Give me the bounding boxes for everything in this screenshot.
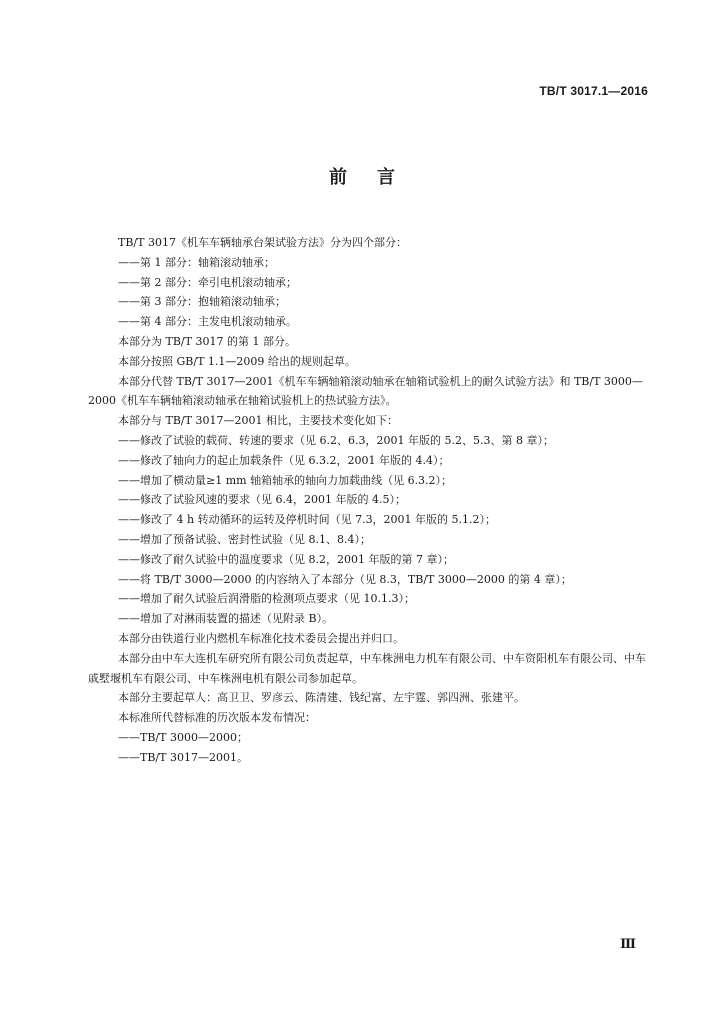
paragraph-changes-intro: 本部分与 TB/T 3017—2001 相比，主要技术变化如下： bbox=[118, 414, 398, 428]
page-title: 前言 bbox=[329, 167, 425, 188]
list-item-change: ——修改了轴向力的起止加载条件（见 6.3.2，2001 年版的 4.4）； bbox=[118, 453, 450, 467]
list-item-history: ——TB/T 3000—2000； bbox=[118, 730, 248, 744]
list-item-part-4: ——第 4 部分：主发电机滚动轴承。 bbox=[118, 315, 297, 329]
list-item-change: ——修改了耐久试验中的温度要求（见 8.2，2001 年版的第 7 章）； bbox=[118, 552, 454, 566]
paragraph-replaces: 本部分代替 TB/T 3017—2001《机车车辆轴箱滚动轴承在轴箱试验机上的耐久试验方法》和 TB/T 3000—2000《机车车辆轴箱滚动轴承在轴箱试验机上的热试验方法》。 bbox=[88, 374, 643, 408]
list-item-change: ——增加了对淋雨装置的描述（见附录 B）。 bbox=[118, 612, 334, 626]
foreword-body bbox=[88, 233, 650, 768]
list-item-change: ——修改了试验的载荷、转速的要求（见 6.2、6.3，2001 年版的 5.2、5.3、第 8 章）； bbox=[118, 433, 554, 447]
paragraph-drafters: 本部分主要起草人：高卫卫、罗彦云、陈清建、钱纪富、左宇霆、郭四洲、张建平。 bbox=[118, 691, 525, 705]
paragraph-proposer: 本部分由铁道行业内燃机车标准化技术委员会提出并归口。 bbox=[118, 631, 404, 645]
list-item-part-2: ——第 2 部分：牵引电机滚动轴承； bbox=[118, 275, 297, 289]
paragraph-intro: TB/T 3017《机车车辆轴承台架试验方法》分为四个部分： bbox=[118, 236, 407, 249]
paragraph-history-intro: 本标准所代替标准的历次版本发布情况： bbox=[118, 711, 316, 725]
document-code: TB/T 3017.1—2016 bbox=[539, 84, 648, 98]
list-item-change: ——增加了横动量≥1 mm 轴箱轴承的轴向力加载曲线（见 6.3.2）； bbox=[118, 473, 453, 487]
list-item-change: ——修改了 4 h 转动循环的运转及停机时间（见 7.3，2001 年版的 5.1.2）； bbox=[118, 513, 497, 527]
paragraph-drafting-rules: 本部分按照 GB/T 1.1—2009 给出的规则起草。 bbox=[118, 354, 356, 368]
list-item-change: ——增加了耐久试验后润滑脂的检测项点要求（见 10.1.3）； bbox=[118, 592, 415, 606]
list-item-history: ——TB/T 3017—2001。 bbox=[118, 750, 248, 764]
list-item-change: ——修改了试验风速的要求（见 6.4，2001 年版的 4.5）； bbox=[118, 493, 406, 507]
paragraph-drafting-orgs: 本部分由中车大连机车研究所有限公司负责起草，中车株洲电力机车有限公司、中车资阳机车有限公司、中车戚墅堰机车有限公司、中车株洲电机有限公司参加起草。 bbox=[88, 651, 646, 685]
list-item-change: ——增加了预备试验、密封性试验（见 8.1、8.4）； bbox=[118, 532, 371, 546]
list-item-part-3: ——第 3 部分：抱轴箱滚动轴承； bbox=[118, 295, 286, 309]
list-item-change: ——将 TB/T 3000—2000 的内容纳入了本部分（见 8.3，TB/T 3000—2000 的第 4 章）； bbox=[118, 572, 572, 586]
list-item-part-1: ——第 1 部分：轴箱滚动轴承； bbox=[118, 255, 275, 269]
page-number: Ⅲ bbox=[620, 937, 636, 952]
paragraph-part-scope: 本部分为 TB/T 3017 的第 1 部分。 bbox=[118, 334, 296, 348]
